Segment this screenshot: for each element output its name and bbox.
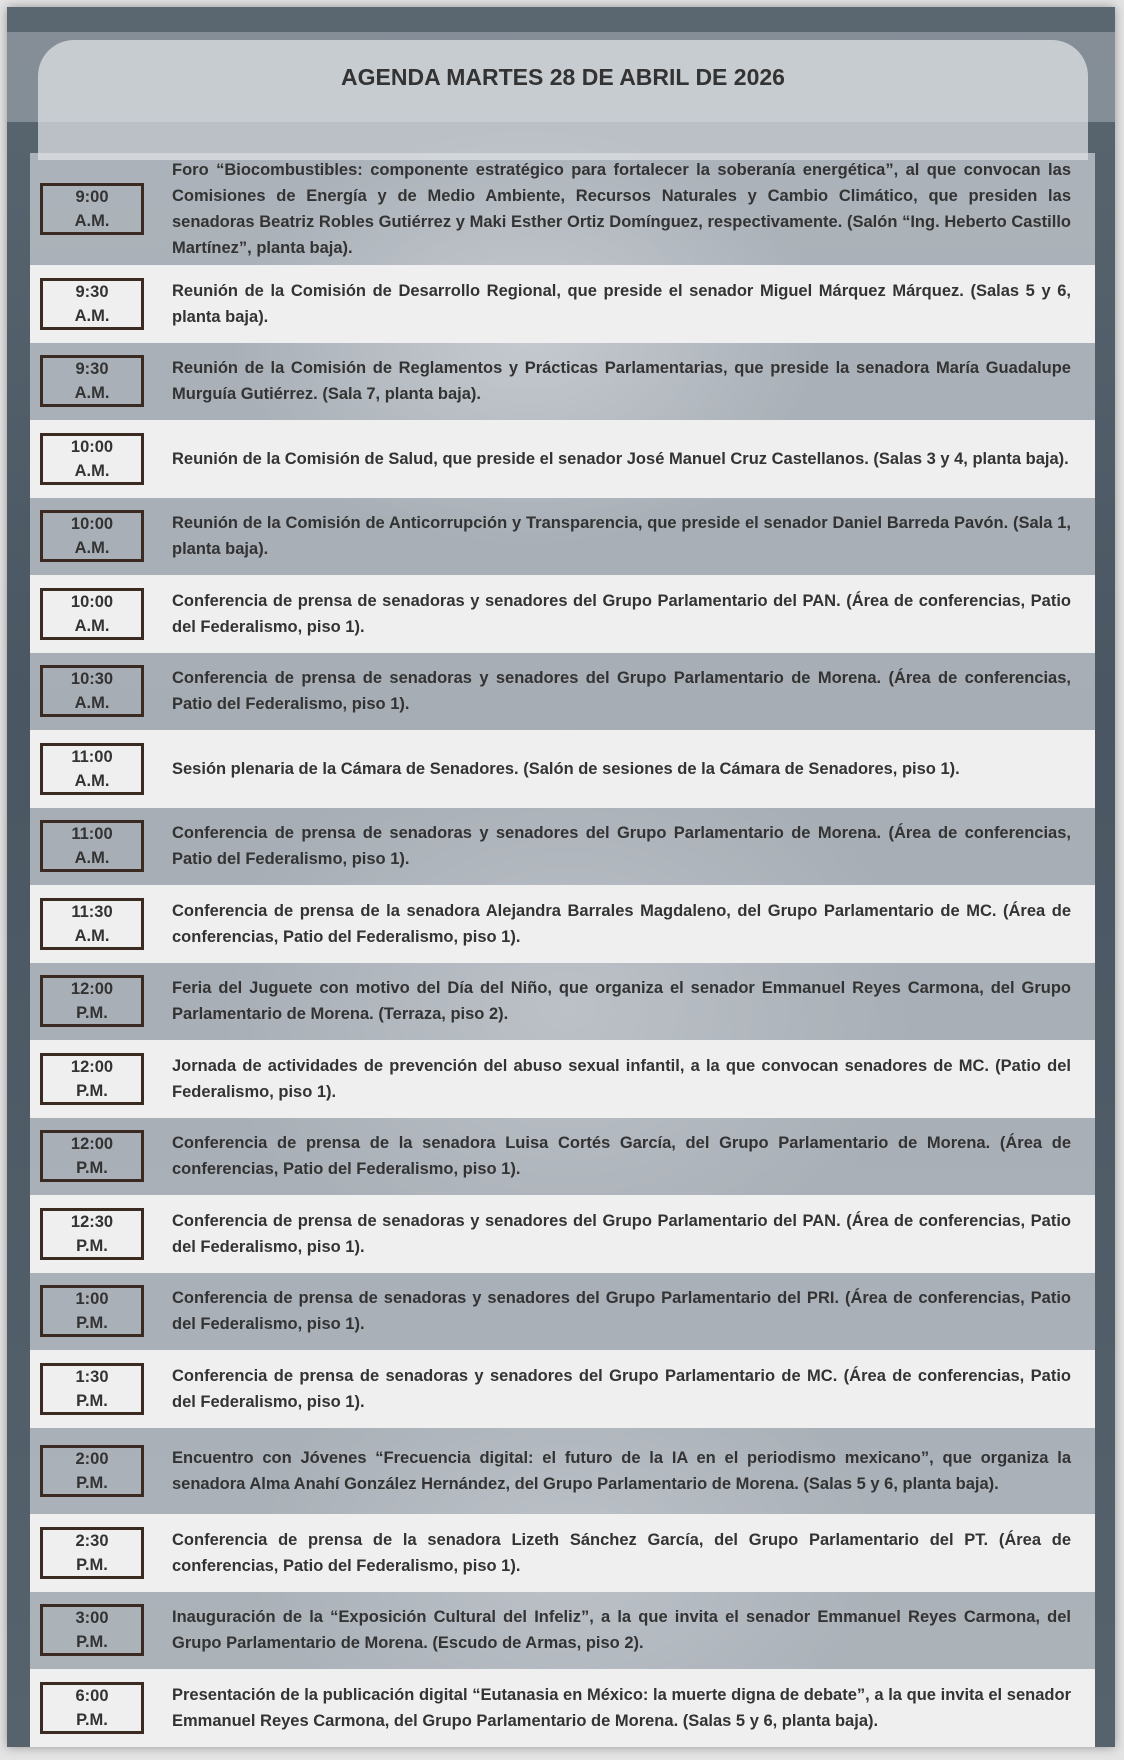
period-label: A.M. <box>74 539 110 558</box>
event-description: Conferencia de prensa de senadoras y senadores del Grupo Parlamentario del PAN. (Área de conferencias, Patio del Federalismo, piso 1). <box>172 591 1071 636</box>
time-box <box>40 1053 144 1105</box>
period-label: A.M. <box>74 616 110 635</box>
agenda-row <box>30 1669 1095 1747</box>
time-label: 9:30 <box>75 360 109 379</box>
event-description: Conferencia de prensa de senadoras y senadores del Grupo Parlamentario del PAN. (Área de conferencias, Patio del Federalismo, piso 1). <box>172 1211 1071 1256</box>
period-label: P.M. <box>76 1159 108 1178</box>
header-card <box>38 40 1088 160</box>
event-description: Jornada de actividades de prevención del abuso sexual infantil, a la que convocan senadores de MC. (Patio del Federalismo, piso 1). <box>172 1056 1071 1101</box>
time-box <box>40 1682 144 1734</box>
time-label: 12:00 <box>70 1135 114 1154</box>
page-title: AGENDA MARTES 28 DE ABRIL DE 2026 <box>341 64 785 90</box>
time-label: 10:00 <box>70 592 114 611</box>
time-box <box>40 820 144 872</box>
agenda-row <box>30 1040 1095 1118</box>
agenda-row <box>30 1428 1095 1515</box>
time-box <box>40 1285 144 1337</box>
time-box <box>40 355 144 407</box>
agenda-row <box>30 1350 1095 1428</box>
event-description: Presentación de la publicación digital “Eutanasia en México: la muerte digna de debate”, a la que invita el senador Emmanuel Reyes Carmona, del Grupo Parlamentario de Morena. (Salas 5 y 6, planta baja). <box>172 1685 1071 1730</box>
agenda-row <box>30 963 1095 1041</box>
period-label: A.M. <box>74 926 110 945</box>
time-label: 1:00 <box>75 1290 109 1309</box>
event-description: Conferencia de prensa de senadoras y senadores del Grupo Parlamentario de MC. (Área de conferencias, Patio del Federalismo, piso 1). <box>172 1366 1071 1411</box>
time-box <box>40 1130 144 1182</box>
event-description: Conferencia de prensa de la senadora Lizeth Sánchez García, del Grupo Parlamentario del PT. (Área de conferencias, Patio del Federalismo, piso 1). <box>172 1530 1071 1575</box>
time-label: 11:30 <box>71 902 113 921</box>
agenda-row <box>30 265 1095 343</box>
event-description: Reunión de la Comisión de Reglamentos y Prácticas Parlamentarias, que preside la senadora María Guadalupe Murguía Gutiérrez. (Sala 7, planta baja). <box>172 359 1071 404</box>
agenda-row <box>30 1118 1095 1196</box>
agenda-row <box>30 885 1095 963</box>
agenda-row <box>30 730 1095 808</box>
time-label: 12:00 <box>70 980 114 999</box>
event-description: Feria del Juguete con motivo del Día del Niño, que organiza el senador Emmanuel Reyes Carmona, del Grupo Parlamentario de Morena. (Terraza, piso 2). <box>172 979 1071 1024</box>
time-box <box>40 433 144 485</box>
event-description: Conferencia de prensa de la senadora Luisa Cortés García, del Grupo Parlamentario de Morena. (Área de conferencias, Patio del Federalismo, piso 1). <box>172 1134 1071 1179</box>
time-box <box>40 1208 144 1260</box>
period-label: P.M. <box>76 1391 108 1410</box>
time-label: 9:30 <box>75 282 109 301</box>
time-label: 11:00 <box>71 825 113 844</box>
period-label: P.M. <box>76 1236 108 1255</box>
time-box <box>40 743 144 795</box>
period-label: P.M. <box>76 1710 108 1729</box>
time-label: 10:30 <box>70 670 114 689</box>
time-label: 11:00 <box>71 747 113 766</box>
period-label: P.M. <box>76 1555 108 1574</box>
period-label: P.M. <box>76 1081 108 1100</box>
event-description: Sesión plenaria de la Cámara de Senadores. (Salón de sesiones de la Cámara de Senadores, piso 1). <box>172 759 960 778</box>
time-box <box>40 1527 144 1579</box>
time-label: 9:00 <box>75 188 109 206</box>
time-box <box>40 1445 144 1497</box>
agenda-row <box>30 653 1095 731</box>
period-label: A.M. <box>74 384 110 403</box>
event-description: Conferencia de prensa de senadoras y senadores del Grupo Parlamentario de Morena. (Área de conferencias, Patio del Federalismo, piso 1). <box>172 824 1071 869</box>
event-description: Foro “Biocombustibles: componente estratégico para fortalecer la soberanía energética”, al que convocan las Comisiones de Energía y de Medio Ambiente, Recursos Naturales y Cambio Climático, que presiden las senadoras Beatriz Robles Gutiérrez y Maki Esther Ortiz Domínguez, respectivamente. (Salón “Ing. Heberto Castillo Martínez”, planta baja). <box>172 161 1071 257</box>
event-description: Conferencia de prensa de senadoras y senadores del Grupo Parlamentario de Morena. (Área de conferencias, Patio del Federalismo, piso 1). <box>172 669 1071 714</box>
period-label: P.M. <box>76 1473 108 1492</box>
agenda-row <box>30 1195 1095 1273</box>
time-box <box>40 1604 144 1656</box>
period-label: P.M. <box>76 1633 108 1652</box>
agenda-row <box>30 1592 1095 1670</box>
period-label: A.M. <box>74 849 110 868</box>
time-label: 3:00 <box>75 1609 109 1628</box>
time-label: 1:30 <box>75 1367 109 1386</box>
agenda-row <box>30 420 1095 498</box>
agenda-row <box>30 808 1095 886</box>
event-description: Conferencia de prensa de senadoras y senadores del Grupo Parlamentario del PRI. (Área de conferencias, Patio del Federalismo, piso 1). <box>172 1289 1071 1334</box>
agenda-row <box>30 343 1095 421</box>
period-label: P.M. <box>76 1004 108 1023</box>
time-box <box>40 665 144 717</box>
period-label: A.M. <box>74 306 110 325</box>
event-description: Encuentro con Jóvenes “Frecuencia digital: el futuro de la IA en el periodismo mexicano”, que organiza la senadora Alma Anahí González Hernández, del Grupo Parlamentario de Morena. (Salas 5 y 6, planta baja). <box>172 1448 1071 1493</box>
time-label: 10:00 <box>70 437 114 456</box>
agenda-row <box>30 1514 1095 1592</box>
agenda-list <box>30 153 1095 1747</box>
event-description: Conferencia de prensa de la senadora Alejandra Barrales Magdaleno, del Grupo Parlamentario de MC. (Área de conferencias, Patio del Federalismo, piso 1). <box>172 901 1071 946</box>
time-label: 10:00 <box>70 515 114 534</box>
time-box <box>40 183 144 235</box>
time-label: 2:30 <box>75 1531 109 1550</box>
time-label: 12:00 <box>70 1057 114 1076</box>
time-label: 6:00 <box>75 1686 109 1705</box>
agenda-row <box>30 498 1095 576</box>
event-description: Reunión de la Comisión de Anticorrupción y Transparencia, que preside el senador Daniel Barreda Pavón. (Sala 1, planta baja). <box>172 514 1071 559</box>
time-box <box>40 975 144 1027</box>
event-description: Reunión de la Comisión de Desarrollo Regional, que preside el senador Miguel Márquez Márquez. (Salas 5 y 6, planta baja). <box>172 281 1071 326</box>
time-box <box>40 510 144 562</box>
period-label: A.M. <box>74 461 110 480</box>
agenda-poster <box>7 7 1115 1747</box>
time-label: 2:00 <box>75 1449 109 1468</box>
agenda-row <box>30 1273 1095 1351</box>
event-description: Inauguración de la “Exposición Cultural del Infeliz”, a la que invita el senador Emmanuel Reyes Carmona, del Grupo Parlamentario de Morena. (Escudo de Armas, piso 2). <box>172 1608 1071 1653</box>
time-label: 12:30 <box>70 1212 114 1231</box>
agenda-row <box>30 575 1095 653</box>
period-label: A.M. <box>74 212 110 230</box>
time-box <box>40 1363 144 1415</box>
time-box <box>40 588 144 640</box>
period-label: A.M. <box>74 694 110 713</box>
agenda-row <box>30 153 1095 265</box>
time-box <box>40 898 144 950</box>
period-label: A.M. <box>74 771 110 790</box>
period-label: P.M. <box>76 1314 108 1333</box>
time-box <box>40 278 144 330</box>
event-description: Reunión de la Comisión de Salud, que preside el senador José Manuel Cruz Castellanos. (Salas 3 y 4, planta baja). <box>172 449 1069 468</box>
